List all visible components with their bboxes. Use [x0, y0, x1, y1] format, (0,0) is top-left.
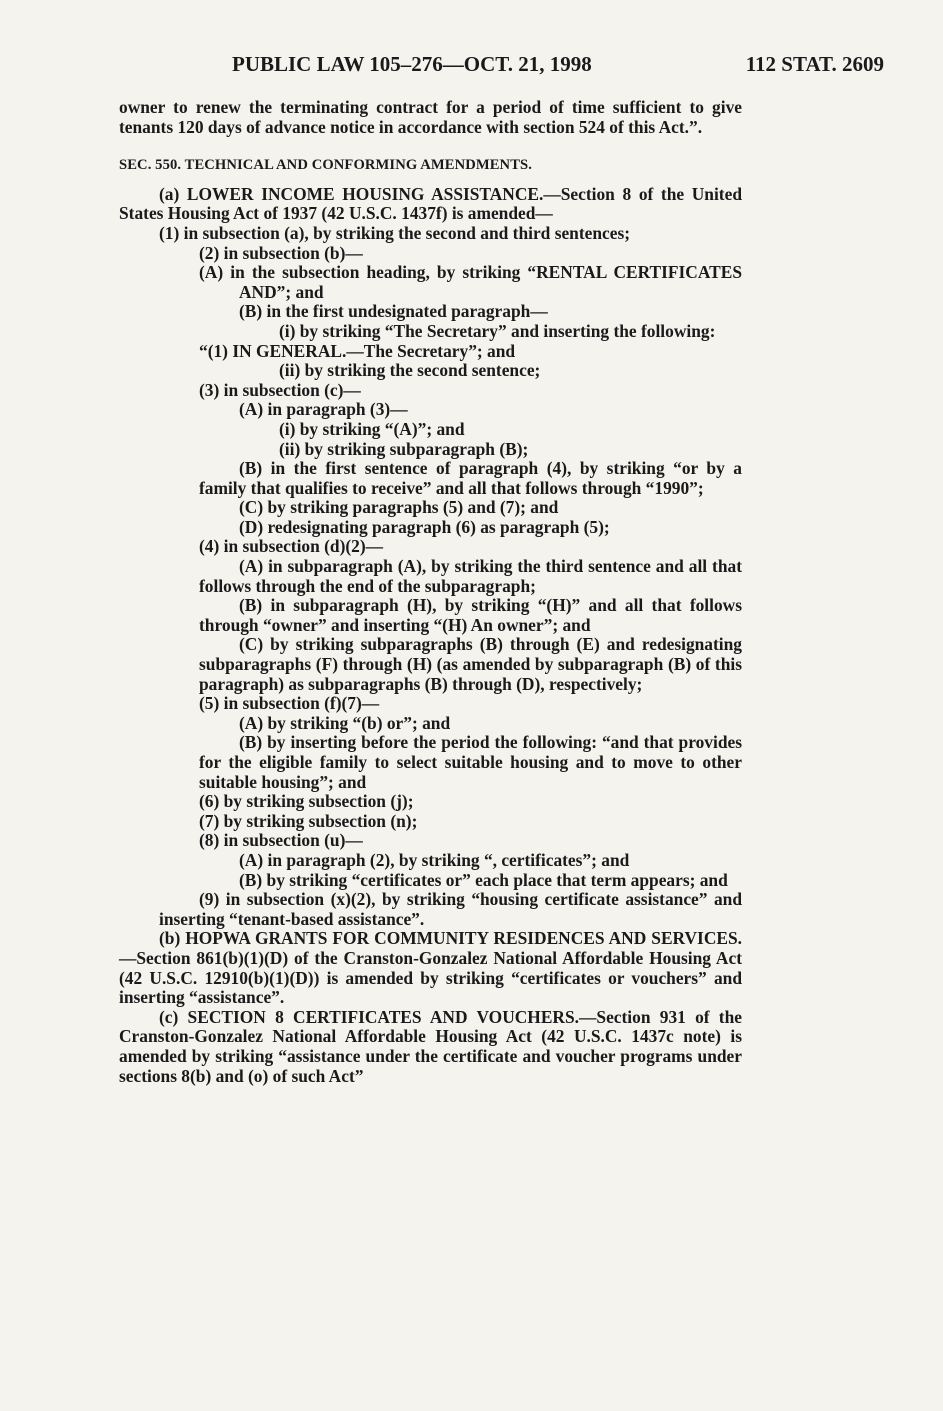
subparagraph-3b: (B) in the first sentence of paragraph (4), by striking “or by a family that qualifies to receive” and all that follows through “1990”; — [199, 458, 742, 498]
subparagraph-5a: (A) by striking “(b) or”; and — [239, 712, 451, 733]
paragraph-5: (5) in subsection (f)(7)— — [199, 693, 380, 714]
clause-3a-i: (i) by striking “(A)”; and — [279, 418, 465, 439]
subparagraph-3a: (A) in paragraph (3)— — [239, 399, 408, 420]
section-heading: SEC. 550. TECHNICAL AND CONFORMING AMENDMENTS. — [119, 157, 532, 174]
subparagraph-8a: (A) in paragraph (2), by striking “, certificates”; and — [239, 849, 630, 870]
subparagraph-2b: (B) in the first undesignated paragraph— — [239, 301, 548, 322]
paragraph-9: (9) in subsection (x)(2), by striking “housing certificate assistance” and inserting “tenant-based assistance”. — [159, 889, 742, 929]
subparagraph-3c: (C) by striking paragraphs (5) and (7); and — [239, 497, 559, 518]
subparagraph-3d: (D) redesignating paragraph (6) as paragraph (5); — [239, 516, 610, 537]
paragraph-2: (2) in subsection (b)— — [199, 242, 363, 263]
statute-page-number: 112 STAT. 2609 — [745, 52, 884, 76]
subparagraph-4b: (B) in subparagraph (H), by striking “(H)” and all that follows through “owner” and inserting “(H) An owner”; and — [199, 595, 742, 635]
paragraph-7: (7) by striking subsection (n); — [199, 810, 418, 831]
clause-3a-ii: (ii) by striking subparagraph (B); — [279, 438, 529, 459]
subsection-c: (c) SECTION 8 CERTIFICATES AND VOUCHERS.—Section 931 of the Cranston-Gonzalez National Affordable Housing Act (42 U.S.C. 1437c note) is amended by striking “assistance under the certificate and voucher programs under sections 8(b) and (o) of such Act” — [119, 1006, 742, 1086]
paragraph-8: (8) in subsection (u)— — [199, 830, 363, 851]
page-header — [232, 52, 884, 78]
document-body — [119, 98, 742, 1086]
subsection-b: (b) HOPWA GRANTS FOR COMMUNITY RESIDENCES AND SERVICES.—Section 861(b)(1)(D) of the Cranston-Gonzalez National Affordable Housing Act (42 U.S.C. 12910(b)(1)(D)) is amended by striking “certificates or vouchers” and inserting “assistance”. — [119, 928, 742, 1008]
paragraph-1: (1) in subsection (a), by striking the second and third sentences; — [159, 222, 631, 243]
subparagraph-5b: (B) by inserting before the period the following: “and that provides for the eligible family to select suitable housing and to move to other suitable housing”; and — [199, 732, 742, 792]
paragraph-6: (6) by striking subsection (j); — [199, 791, 414, 812]
clause-2b-i: (i) by striking “The Secretary” and inserting the following: — [279, 320, 716, 341]
subparagraph-4c: (C) by striking subparagraphs (B) through (E) and redesignating subparagraphs (F) through (H) (as amended by subparagraph (B) of this paragraph) as subparagraphs (B) through (D), respectively; — [199, 634, 742, 694]
continued-paragraph: owner to renew the terminating contract for a period of time sufficient to give tenants 120 days of advance notice in accordance with section 524 of this Act.”. — [119, 97, 742, 137]
running-head: PUBLIC LAW 105–276—OCT. 21, 1998 — [232, 52, 592, 76]
subparagraph-2a: (A) in the subsection heading, by striking “RENTAL CERTIFICATES AND”; and — [199, 262, 742, 302]
paragraph-4: (4) in subsection (d)(2)— — [199, 536, 384, 557]
subparagraph-4a: (A) in subparagraph (A), by striking the third sentence and all that follows through the end of the subparagraph; — [199, 556, 742, 596]
paragraph-3: (3) in subsection (c)— — [199, 379, 361, 400]
subparagraph-8b: (B) by striking “certificates or” each place that term appears; and — [239, 869, 728, 890]
clause-2b-ii: (ii) by striking the second sentence; — [279, 360, 541, 381]
inserted-text-in-general: “(1) IN GENERAL.—The Secretary”; and — [199, 340, 516, 361]
subsection-a: (a) LOWER INCOME HOUSING ASSISTANCE.—Section 8 of the United States Housing Act of 1937 (42 U.S.C. 1437f) is amended— — [119, 183, 742, 224]
